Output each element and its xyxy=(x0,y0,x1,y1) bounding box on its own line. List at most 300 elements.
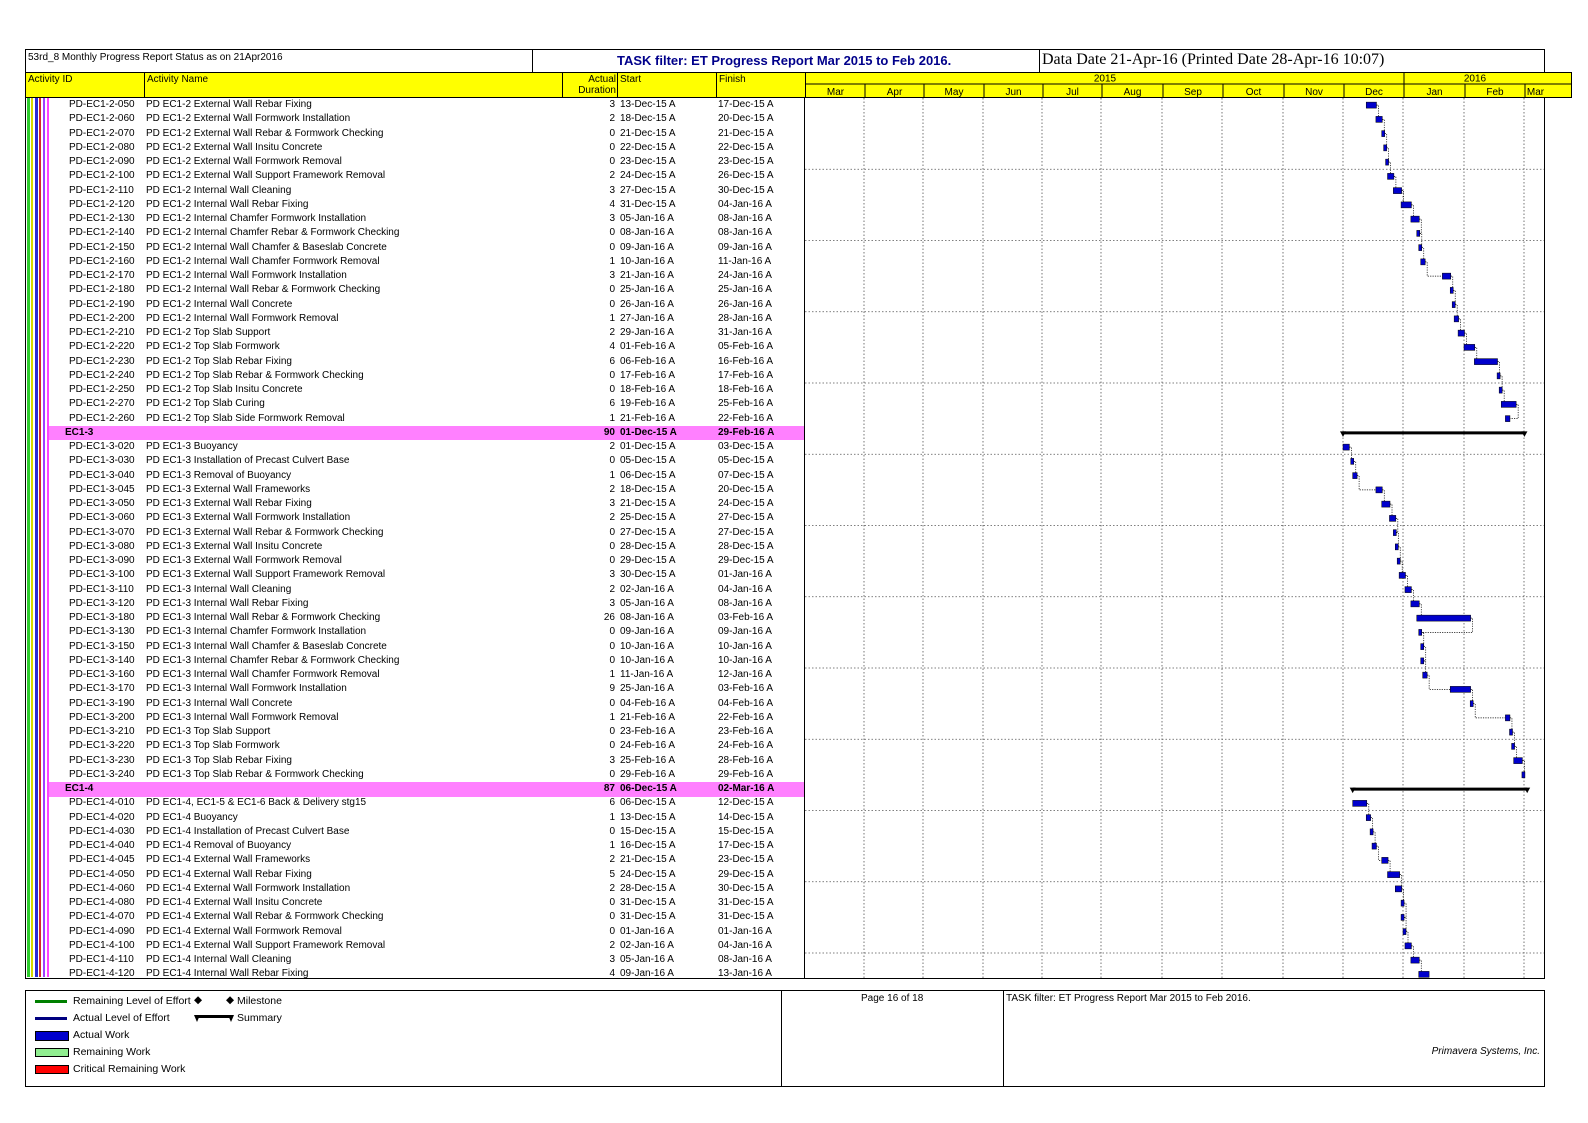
start-date: 02-Jan-16 A xyxy=(620,939,674,951)
duration: 2 xyxy=(609,483,615,495)
col-duration[interactable]: Duration xyxy=(578,85,616,96)
col-finish[interactable]: Finish xyxy=(719,74,746,85)
start-date: 17-Feb-16 A xyxy=(620,369,676,381)
duration: 0 xyxy=(609,127,615,139)
activity-name: PD EC1-2 Top Slab Side Formwork Removal xyxy=(146,412,345,424)
activity-id: PD-EC1-3-150 xyxy=(69,640,135,652)
col-actual[interactable]: Actual xyxy=(588,74,616,85)
duration: 0 xyxy=(609,726,615,737)
activity-name: PD EC1-3 External Wall Formwork Removal xyxy=(146,555,342,566)
activity-name: PD EC1-2 Internal Chamfer Formwork Installation xyxy=(146,213,367,224)
start-date: 04-Feb-16 A xyxy=(620,697,676,709)
finish-date: 17-Dec-15 A xyxy=(718,99,774,110)
activity-name: PD EC1-3 Installation of Precast Culvert Base xyxy=(146,455,350,467)
finish-date: 26-Jan-16 A xyxy=(718,298,772,310)
finish-date: 01-Jan-16 A xyxy=(718,569,772,581)
activity-id: PD-EC1-4-090 xyxy=(69,925,135,937)
legend-critical: Critical Remaining Work xyxy=(73,1063,186,1075)
legend-actual-loe: Actual Level of Effort xyxy=(73,1012,170,1024)
start-date: 13-Dec-15 A xyxy=(620,811,676,823)
duration: 0 xyxy=(609,284,615,296)
activity-name: PD EC1-3 External Wall Frameworks xyxy=(146,483,311,495)
finish-date: 22-Feb-16 A xyxy=(718,711,774,723)
start-date: 27-Dec-15 A xyxy=(620,184,676,196)
activity-name: PD EC1-2 Internal Wall Chamfer & Baseslab Concrete xyxy=(146,241,387,253)
duration: 3 xyxy=(609,597,615,609)
col-activity-id[interactable]: Activity ID xyxy=(28,74,73,85)
activity-id: PD-EC1-3-140 xyxy=(69,654,135,666)
activity-id: PD-EC1-3-090 xyxy=(69,555,135,566)
year-label: 2016 xyxy=(1463,73,1487,85)
activity-id: PD-EC1-2-110 xyxy=(69,184,134,196)
activity-id: PD-EC1-2-140 xyxy=(69,227,135,239)
duration: 3 xyxy=(609,270,615,281)
duration: 87 xyxy=(603,783,615,794)
activity-name: PD EC1-3 Removal of Buoyancy xyxy=(146,469,292,481)
start-date: 21-Feb-16 A xyxy=(620,412,676,424)
month-label: Oct xyxy=(1245,87,1262,98)
duration: 1 xyxy=(609,412,615,424)
activity-id: PD-EC1-2-080 xyxy=(69,141,135,153)
finish-date: 25-Feb-16 A xyxy=(718,398,774,410)
start-date: 06-Dec-15 A xyxy=(620,797,676,809)
duration: 1 xyxy=(609,469,615,481)
activity-name: PD EC1-2 Internal Wall Formwork Removal xyxy=(146,312,339,324)
month-label: Apr xyxy=(886,87,903,98)
duration: 3 xyxy=(609,213,615,224)
milestone-diamond-icon: ◆ xyxy=(226,994,235,1006)
start-date: 31-Dec-15 A xyxy=(620,198,676,210)
start-date: 28-Dec-15 A xyxy=(620,540,676,552)
duration: 0 xyxy=(609,555,615,566)
duration: 1 xyxy=(609,312,615,324)
activity-id: EC1-4 xyxy=(65,783,94,794)
activity-name: PD EC1-3 Internal Wall Concrete xyxy=(146,697,293,709)
month-label: May xyxy=(944,87,964,98)
activity-id: PD-EC1-4-040 xyxy=(69,840,135,851)
start-date: 24-Dec-15 A xyxy=(620,170,676,182)
duration: 0 xyxy=(609,455,615,467)
start-date: 29-Feb-16 A xyxy=(620,768,676,780)
duration: 2 xyxy=(609,939,615,951)
start-date: 18-Dec-15 A xyxy=(620,113,676,125)
activity-id: PD-EC1-2-060 xyxy=(69,113,135,125)
legend-footer xyxy=(25,990,1545,1087)
finish-date: 09-Jan-16 A xyxy=(718,626,772,638)
activity-name: PD EC1-2 External Wall Support Framework Removal xyxy=(146,170,386,182)
start-date: 08-Jan-16 A xyxy=(620,227,674,239)
finish-date: 23-Dec-15 A xyxy=(718,156,774,167)
month-label: Jun xyxy=(1005,87,1022,98)
duration: 0 xyxy=(609,825,615,837)
finish-date: 04-Jan-16 A xyxy=(718,939,772,951)
activity-name: PD EC1-4 External Wall Rebar Fixing xyxy=(146,868,312,880)
activity-name: PD EC1-3 External Wall Insitu Concrete xyxy=(146,540,323,552)
duration: 6 xyxy=(609,797,615,809)
finish-date: 31-Dec-15 A xyxy=(718,897,774,908)
activity-name: PD EC1-2 Internal Wall Formwork Installation xyxy=(146,270,347,281)
task-filter-box xyxy=(532,49,1040,73)
activity-id: PD-EC1-2-270 xyxy=(69,398,135,410)
activity-id: PD-EC1-2-100 xyxy=(69,170,135,182)
activity-id: PD-EC1-2-260 xyxy=(69,412,135,424)
activity-id: PD-EC1-2-210 xyxy=(69,327,135,338)
legend-summary: Summary xyxy=(237,1012,282,1024)
finish-date: 11-Jan-16 A xyxy=(718,255,772,267)
duration: 3 xyxy=(609,184,615,196)
activity-id: PD-EC1-4-050 xyxy=(69,868,135,880)
data-date-box xyxy=(1039,49,1545,73)
legend-remaining-loe: Remaining Level of Effort xyxy=(73,995,191,1007)
finish-date: 22-Feb-16 A xyxy=(718,412,774,424)
finish-date: 08-Jan-16 A xyxy=(718,597,772,609)
finish-date: 26-Dec-15 A xyxy=(718,170,774,182)
finish-date: 05-Dec-15 A xyxy=(718,455,774,467)
duration: 2 xyxy=(609,512,615,524)
start-date: 05-Jan-16 A xyxy=(620,597,674,609)
finish-date: 14-Dec-15 A xyxy=(718,811,774,823)
duration: 0 xyxy=(609,156,615,167)
start-date: 05-Jan-16 A xyxy=(620,213,674,224)
activity-name: PD EC1-2 External Wall Formwork Removal xyxy=(146,156,342,167)
activity-id: PD-EC1-3-230 xyxy=(69,754,135,766)
duration: 2 xyxy=(609,441,615,452)
duration: 26 xyxy=(603,612,615,623)
activity-id: PD-EC1-2-170 xyxy=(69,270,135,281)
finish-date: 17-Feb-16 A xyxy=(718,369,774,381)
start-date: 06-Feb-16 A xyxy=(620,355,676,367)
duration: 5 xyxy=(609,868,615,880)
activity-name: PD EC1-3 Internal Wall Formwork Installation xyxy=(146,683,347,695)
duration: 0 xyxy=(609,369,615,381)
gantt-border xyxy=(804,98,1545,979)
footer-task-filter: TASK filter: ET Progress Report Mar 2015 to Feb 2016. xyxy=(1006,993,1251,1004)
duration: 2 xyxy=(609,170,615,182)
start-date: 06-Dec-15 A xyxy=(620,469,676,481)
start-date: 05-Dec-15 A xyxy=(620,455,676,467)
finish-date: 30-Dec-15 A xyxy=(718,882,774,894)
duration: 0 xyxy=(609,384,615,395)
finish-date: 17-Dec-15 A xyxy=(718,840,774,851)
finish-date: 24-Jan-16 A xyxy=(718,270,772,281)
activity-name: PD EC1-4 External Wall Rebar & Formwork Checking xyxy=(146,911,384,923)
activity-name: PD EC1-2 Internal Wall Chamfer Formwork Removal xyxy=(146,255,380,267)
finish-date: 22-Dec-15 A xyxy=(718,141,774,153)
duration: 2 xyxy=(609,327,615,338)
start-date: 24-Feb-16 A xyxy=(620,740,676,752)
start-date: 31-Dec-15 A xyxy=(620,911,676,923)
duration: 2 xyxy=(609,854,615,866)
duration: 0 xyxy=(609,925,615,937)
actual-loe-swatch xyxy=(35,1017,67,1020)
start-date: 29-Dec-15 A xyxy=(620,555,676,566)
start-date: 26-Jan-16 A xyxy=(620,298,674,310)
start-date: 01-Jan-16 A xyxy=(620,925,674,937)
finish-date: 10-Jan-16 A xyxy=(718,640,772,652)
critical-swatch xyxy=(35,1065,69,1074)
data-date: Data Date 21-Apr-16 (Printed Date 28-Apr-16 10:07) xyxy=(1042,51,1385,68)
col-activity-name[interactable]: Activity Name xyxy=(147,74,209,85)
finish-date: 01-Jan-16 A xyxy=(718,925,772,937)
start-date: 06-Dec-15 A xyxy=(620,783,677,794)
start-date: 09-Jan-16 A xyxy=(620,241,674,253)
activity-name: PD EC1-2 Internal Wall Concrete xyxy=(146,298,293,310)
activity-id: PD-EC1-2-240 xyxy=(69,369,135,381)
duration: 0 xyxy=(609,654,615,666)
finish-date: 05-Feb-16 A xyxy=(718,341,774,353)
finish-date: 15-Dec-15 A xyxy=(718,825,774,837)
activity-id: PD-EC1-2-190 xyxy=(69,298,135,310)
activity-id: PD-EC1-4-080 xyxy=(69,897,135,908)
start-date: 09-Jan-16 A xyxy=(620,968,674,980)
finish-date: 31-Jan-16 A xyxy=(718,327,772,338)
activity-id: PD-EC1-4-070 xyxy=(69,911,135,923)
finish-date: 04-Jan-16 A xyxy=(718,583,772,595)
duration: 4 xyxy=(609,198,615,210)
start-date: 25-Dec-15 A xyxy=(620,512,676,524)
start-date: 10-Jan-16 A xyxy=(620,255,674,267)
month-label: Mar xyxy=(1526,87,1545,98)
activity-id: PD-EC1-2-230 xyxy=(69,355,135,367)
activity-id: PD-EC1-4-100 xyxy=(69,939,135,951)
finish-date: 29-Feb-16 A xyxy=(718,426,775,438)
activity-name: PD EC1-2 Top Slab Rebar & Formwork Checking xyxy=(146,369,364,381)
finish-date: 18-Feb-16 A xyxy=(718,384,774,395)
duration: 2 xyxy=(609,113,615,125)
duration: 1 xyxy=(609,711,615,723)
duration: 6 xyxy=(609,398,615,410)
column-header xyxy=(25,72,1572,98)
start-date: 01-Dec-15 A xyxy=(620,426,677,438)
activity-id: PD-EC1-2-180 xyxy=(69,284,135,296)
start-date: 23-Feb-16 A xyxy=(620,726,676,737)
start-date: 08-Jan-16 A xyxy=(620,612,674,623)
activity-name: PD EC1-3 Top Slab Rebar Fixing xyxy=(146,754,292,766)
activity-name: PD EC1-3 Internal Chamfer Rebar & Formwork Checking xyxy=(146,654,400,666)
finish-date: 30-Dec-15 A xyxy=(718,184,774,196)
finish-date: 03-Dec-15 A xyxy=(718,441,774,452)
duration: 6 xyxy=(609,355,615,367)
activity-id: PD-EC1-3-220 xyxy=(69,740,135,752)
legend-milestone: Milestone xyxy=(237,995,282,1007)
start-date: 22-Dec-15 A xyxy=(620,141,676,153)
activity-name: PD EC1-4, EC1-5 & EC1-6 Back & Delivery stg15 xyxy=(146,797,367,809)
start-date: 27-Jan-16 A xyxy=(620,312,674,324)
start-date: 01-Feb-16 A xyxy=(620,341,676,353)
duration: 0 xyxy=(609,141,615,153)
activity-name: PD EC1-2 Internal Wall Rebar & Formwork Checking xyxy=(146,284,381,296)
finish-date: 29-Dec-15 A xyxy=(718,868,774,880)
activity-id: EC1-3 xyxy=(65,426,94,438)
duration: 1 xyxy=(609,840,615,851)
activity-name: PD EC1-2 Top Slab Curing xyxy=(146,398,265,410)
summary-bar-icon xyxy=(194,1014,234,1024)
finish-date: 12-Dec-15 A xyxy=(718,797,774,809)
activity-name: PD EC1-4 External Wall Formwork Installation xyxy=(146,882,351,894)
legend-remaining-work: Remaining Work xyxy=(73,1046,151,1058)
activity-id: PD-EC1-3-200 xyxy=(69,711,135,723)
start-date: 31-Dec-15 A xyxy=(620,897,676,908)
task-filter-title: TASK filter: ET Progress Report Mar 2015 to Feb 2016. xyxy=(617,53,952,68)
finish-date: 08-Jan-16 A xyxy=(718,954,772,965)
activity-id: PD-EC1-2-090 xyxy=(69,156,135,167)
duration: 2 xyxy=(609,583,615,595)
activity-name: PD EC1-2 Internal Wall Cleaning xyxy=(146,184,292,196)
remaining-loe-swatch xyxy=(35,1000,67,1003)
duration: 0 xyxy=(609,697,615,709)
start-date: 21-Feb-16 A xyxy=(620,711,676,723)
month-label: Jan xyxy=(1426,87,1443,98)
duration: 0 xyxy=(609,640,615,652)
duration: 1 xyxy=(609,255,615,267)
remaining-work-swatch xyxy=(35,1048,69,1057)
duration: 0 xyxy=(609,911,615,923)
activity-name: PD EC1-3 Internal Wall Chamfer Formwork Removal xyxy=(146,669,380,680)
activity-name: PD EC1-2 External Wall Rebar Fixing xyxy=(146,99,312,110)
finish-date: 20-Dec-15 A xyxy=(718,113,774,125)
activity-id: PD-EC1-3-190 xyxy=(69,697,135,709)
finish-date: 04-Jan-16 A xyxy=(718,198,772,210)
activity-id: PD-EC1-3-020 xyxy=(69,441,135,452)
start-date: 29-Jan-16 A xyxy=(620,327,674,338)
activity-id: PD-EC1-2-200 xyxy=(69,312,135,324)
report-status: 53rd_8 Monthly Progress Report Status as on 21Apr2016 xyxy=(28,52,283,63)
activity-name: PD EC1-4 Installation of Precast Culvert Base xyxy=(146,825,350,837)
finish-date: 16-Feb-16 A xyxy=(718,355,774,367)
start-date: 25-Jan-16 A xyxy=(620,284,674,296)
start-date: 25-Feb-16 A xyxy=(620,754,676,766)
duration: 0 xyxy=(609,897,615,908)
activity-name: PD EC1-2 Internal Wall Rebar Fixing xyxy=(146,198,309,210)
activity-id: PD-EC1-2-130 xyxy=(69,213,135,224)
duration: 0 xyxy=(609,540,615,552)
duration: 2 xyxy=(609,882,615,894)
finish-date: 27-Dec-15 A xyxy=(718,512,774,524)
activity-id: PD-EC1-3-080 xyxy=(69,540,135,552)
finish-date: 09-Jan-16 A xyxy=(718,241,772,253)
start-date: 16-Dec-15 A xyxy=(620,840,676,851)
activity-name: PD EC1-3 Internal Wall Chamfer & Baseslab Concrete xyxy=(146,640,387,652)
activity-name: PD EC1-3 Top Slab Rebar & Formwork Checking xyxy=(146,768,364,780)
finish-date: 08-Jan-16 A xyxy=(718,227,772,239)
month-label: Feb xyxy=(1486,87,1504,98)
start-date: 02-Jan-16 A xyxy=(620,583,674,595)
finish-date: 20-Dec-15 A xyxy=(718,483,774,495)
start-date: 11-Jan-16 A xyxy=(620,669,674,680)
activity-name: PD EC1-4 External Wall Frameworks xyxy=(146,854,311,866)
activity-id: PD-EC1-3-030 xyxy=(69,455,135,467)
activity-name: PD EC1-2 Top Slab Formwork xyxy=(146,341,280,353)
activity-id: PD-EC1-4-020 xyxy=(69,811,135,823)
finish-date: 24-Feb-16 A xyxy=(718,740,774,752)
activity-name: PD EC1-2 Internal Chamfer Rebar & Formwork Checking xyxy=(146,227,400,239)
month-label: Dec xyxy=(1365,87,1383,98)
finish-date: 28-Dec-15 A xyxy=(718,540,774,552)
activity-id: PD-EC1-3-180 xyxy=(69,612,135,623)
activity-name: PD EC1-4 Internal Wall Cleaning xyxy=(146,954,292,965)
activity-name: PD EC1-3 External Wall Rebar & Formwork Checking xyxy=(146,526,384,538)
activity-id: PD-EC1-2-160 xyxy=(69,255,135,267)
duration: 1 xyxy=(609,811,615,823)
month-label: Sep xyxy=(1184,87,1202,98)
activity-id: PD-EC1-3-060 xyxy=(69,512,135,524)
finish-date: 12-Jan-16 A xyxy=(718,669,772,680)
activity-id: PD-EC1-2-050 xyxy=(69,99,135,110)
finish-date: 27-Dec-15 A xyxy=(718,526,774,538)
duration: 3 xyxy=(609,99,615,110)
start-date: 19-Feb-16 A xyxy=(620,398,676,410)
activity-name: PD EC1-4 External Wall Support Framework Removal xyxy=(146,939,386,951)
start-date: 09-Jan-16 A xyxy=(620,626,674,638)
activity-id: PD-EC1-4-010 xyxy=(69,797,135,809)
activity-name: PD EC1-3 Internal Chamfer Formwork Installation xyxy=(146,626,367,638)
finish-date: 23-Dec-15 A xyxy=(718,854,774,866)
col-start[interactable]: Start xyxy=(620,74,642,85)
report-status-box xyxy=(25,49,533,73)
activity-name: PD EC1-2 External Wall Rebar & Formwork Checking xyxy=(146,127,384,139)
start-date: 28-Dec-15 A xyxy=(620,882,676,894)
month-label: Nov xyxy=(1305,87,1323,98)
activity-id: PD-EC1-3-210 xyxy=(69,726,135,737)
duration: 0 xyxy=(609,768,615,780)
activity-id: PD-EC1-3-050 xyxy=(69,498,135,509)
company-name: Primavera Systems, Inc. xyxy=(1431,1046,1540,1057)
activity-id: PD-EC1-4-060 xyxy=(69,882,135,894)
activity-id: PD-EC1-4-030 xyxy=(69,825,135,837)
activity-id: PD-EC1-3-170 xyxy=(69,683,135,695)
activity-name: PD EC1-4 External Wall Insitu Concrete xyxy=(146,897,323,908)
finish-date: 31-Dec-15 A xyxy=(718,911,774,923)
activity-id: PD-EC1-3-120 xyxy=(69,597,135,609)
activity-id: PD-EC1-3-040 xyxy=(69,469,135,481)
activity-name: PD EC1-2 Top Slab Rebar Fixing xyxy=(146,355,292,367)
table-border xyxy=(25,98,805,979)
month-label: Jul xyxy=(1066,87,1079,98)
actual-work-swatch xyxy=(35,1031,69,1041)
finish-date: 28-Jan-16 A xyxy=(718,312,772,324)
start-date: 05-Jan-16 A xyxy=(620,954,674,965)
finish-date: 24-Dec-15 A xyxy=(718,498,774,509)
activity-name: PD EC1-4 External Wall Formwork Removal xyxy=(146,925,342,937)
finish-date: 02-Mar-16 A xyxy=(718,783,775,794)
start-date: 24-Dec-15 A xyxy=(620,868,676,880)
duration: 4 xyxy=(609,341,615,353)
duration: 4 xyxy=(609,968,615,980)
activity-name: PD EC1-3 Buoyancy xyxy=(146,441,238,452)
activity-name: PD EC1-3 External Wall Rebar Fixing xyxy=(146,498,312,509)
activity-id: PD-EC1-4-120 xyxy=(69,968,135,980)
finish-date: 03-Feb-16 A xyxy=(718,612,774,623)
finish-date: 21-Dec-15 A xyxy=(718,127,774,139)
duration: 0 xyxy=(609,227,615,239)
activity-name: PD EC1-4 Buoyancy xyxy=(146,811,238,823)
duration: 90 xyxy=(603,426,615,438)
finish-date: 04-Feb-16 A xyxy=(718,697,774,709)
duration: 3 xyxy=(609,569,615,581)
activity-id: PD-EC1-2-070 xyxy=(69,127,135,139)
start-date: 21-Jan-16 A xyxy=(620,270,674,281)
duration: 9 xyxy=(609,683,615,695)
start-date: 25-Jan-16 A xyxy=(620,683,674,695)
duration: 0 xyxy=(609,526,615,538)
duration: 0 xyxy=(609,241,615,253)
activity-id: PD-EC1-2-120 xyxy=(69,198,135,210)
start-date: 10-Jan-16 A xyxy=(620,640,674,652)
start-date: 21-Dec-15 A xyxy=(620,127,676,139)
activity-name: PD EC1-3 Top Slab Formwork xyxy=(146,740,280,752)
activity-name: PD EC1-2 Top Slab Insitu Concrete xyxy=(146,384,303,395)
start-date: 18-Dec-15 A xyxy=(620,483,676,495)
